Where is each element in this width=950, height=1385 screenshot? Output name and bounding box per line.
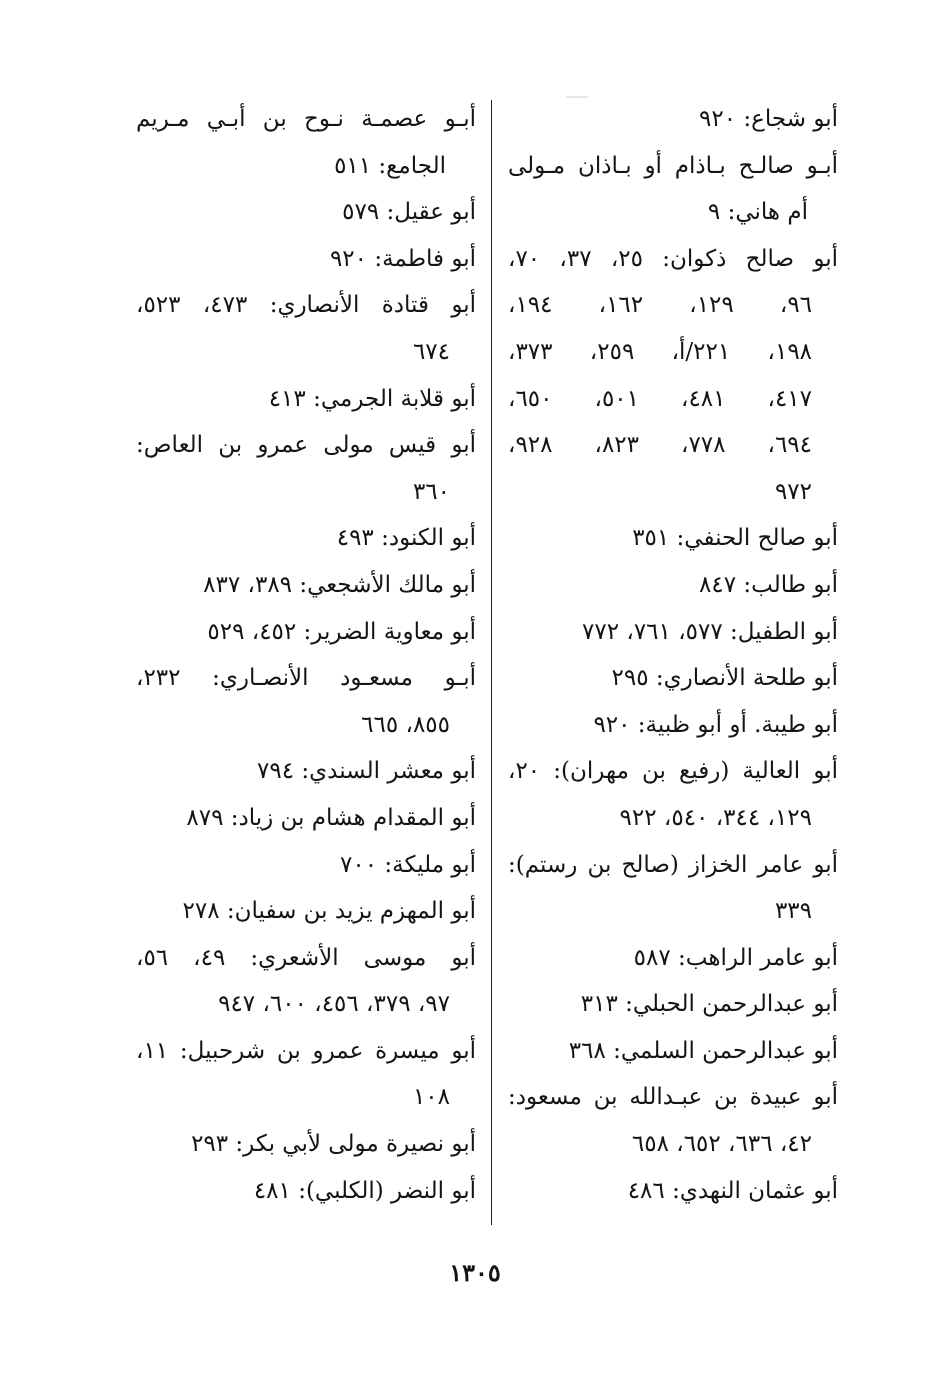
index-entry: أبو المهزم يزيد بن سفيان: ٢٧٨: [182, 898, 476, 925]
index-entry: أبو عثمان النهدي: ٤٨٦: [627, 1177, 838, 1204]
column-divider: [491, 100, 492, 1225]
index-entry: أبو طيبة. أو أبو ظبية: ٩٢٠: [593, 711, 838, 738]
index-entry: أبو عبدالرحمن السلمي: ٣٦٨: [568, 1037, 838, 1064]
index-entry: أبو عامر الراهب: ٥٨٧: [633, 944, 838, 971]
index-entry: أبو المقدام هشام بن زياد: ٨٧٩: [186, 804, 476, 831]
index-entry-continuation: ٩٦، ١٢٩، ١٦٢، ١٩٤،: [508, 292, 813, 319]
index-entry: أبو ميسرة عمرو بن شرحبيل: ١١،: [136, 1037, 476, 1064]
index-entry-continuation: ٩٧، ٣٧٩، ٤٥٦، ٦٠٠، ٩٤٧: [218, 991, 450, 1018]
index-entry: أبو طلحة الأنصاري: ٢٩٥: [611, 665, 838, 692]
index-entry-continuation: ٦٩٤، ٧٧٨، ٨٢٣، ٩٢٨،: [508, 432, 812, 459]
index-entry-continuation: ٤٢، ٦٣٦، ٦٥٢، ٦٥٨: [631, 1131, 812, 1158]
index-entry-continuation: أم هاني: ٩: [707, 199, 808, 226]
index-entry-continuation: ٣٦٠: [412, 478, 450, 505]
index-entry-continuation: ٩٧٢: [774, 478, 812, 505]
index-entry-continuation: الجامع: ٥١١: [334, 152, 446, 179]
index-entry: أبو الطفيل: ٥٧٧، ٧٦١، ٧٧٢: [582, 618, 838, 645]
index-entry: أبو شجاع: ٩٢٠: [699, 106, 838, 132]
index-entry: أبو عقيل: ٥٧٩: [342, 199, 476, 226]
index-entry: أبو عبيدة بن عبـدالله بن مسعود:: [508, 1084, 838, 1111]
index-entry-continuation: ١٠٨: [412, 1084, 450, 1111]
index-entry: أبو صالح الحنفي: ٣٥١: [632, 525, 838, 552]
index-entry-continuation: ٤١٧، ٤٨١، ٥٠١، ٦٥٠،: [508, 385, 812, 412]
index-entry: أبو الكنود: ٤٩٣: [336, 525, 476, 552]
index-entry: أبو معاوية الضرير: ٤٥٢، ٥٢٩: [207, 618, 476, 645]
index-entry: أبـو عصمـة نـوح بن أبـي مـريم: [136, 106, 476, 132]
index-entry: أبو قتادة الأنصاري: ٤٧٣، ٥٢٣،: [136, 292, 476, 319]
index-entry: أبو العالية (رفيع بن مهران): ٢٠،: [508, 758, 838, 785]
index-entry: أبو طالب: ٨٤٧: [698, 571, 838, 598]
index-entry-continuation: ٣٣٩: [774, 898, 812, 925]
index-entry: أبو قيس مولى عمرو بن العاص:: [136, 432, 476, 459]
index-entry: أبو مالك الأشجعي: ٣٨٩، ٨٣٧: [203, 571, 476, 598]
page-number: ١٣٠٥: [449, 1258, 501, 1287]
index-entry: أبو قلابة الجرمي: ٤١٣: [268, 385, 476, 412]
index-entry: أبـو مسعـود الأنصـاري: ٢٣٢،: [136, 665, 476, 692]
index-column-left: [136, 96, 476, 1214]
index-entry: أبو معشر السندي: ٧٩٤: [257, 758, 476, 785]
index-entry-continuation: ١٢٩، ٣٤٤، ٥٤٠، ٩٢٢: [619, 804, 812, 831]
index-entry: أبو عبدالرحمن الحبلي: ٣١٣: [580, 991, 838, 1018]
index-entry: أبو عامر الخزاز (صالح بن رستم):: [508, 851, 838, 878]
index-entry: أبو فاطمة: ٩٢٠: [329, 245, 476, 272]
index-column-right: [508, 96, 838, 1214]
index-entry: أبو النضر (الكلبي): ٤٨١: [253, 1177, 476, 1204]
index-entry: أبـو صالـح بـاذام أو بـاذان مـولى: [508, 152, 838, 179]
index-entry-continuation: ١٩٨، ٢٢١/أ، ٢٥٩، ٣٧٣،: [508, 338, 813, 365]
index-entry: أبو موسى الأشعري: ٤٩، ٥٦،: [136, 944, 476, 971]
index-entry: أبو مليكة: ٧٠٠: [339, 851, 476, 878]
index-entry-continuation: ٨٥٥، ٦٦٥: [361, 711, 450, 738]
index-entry-continuation: ٦٧٤: [412, 338, 450, 365]
index-entry: أبو صالح ذكوان: ٢٥، ٣٧، ٧٠،: [508, 245, 838, 272]
index-entry: أبو نصيرة مولى لأبي بكر: ٢٩٣: [191, 1131, 476, 1158]
